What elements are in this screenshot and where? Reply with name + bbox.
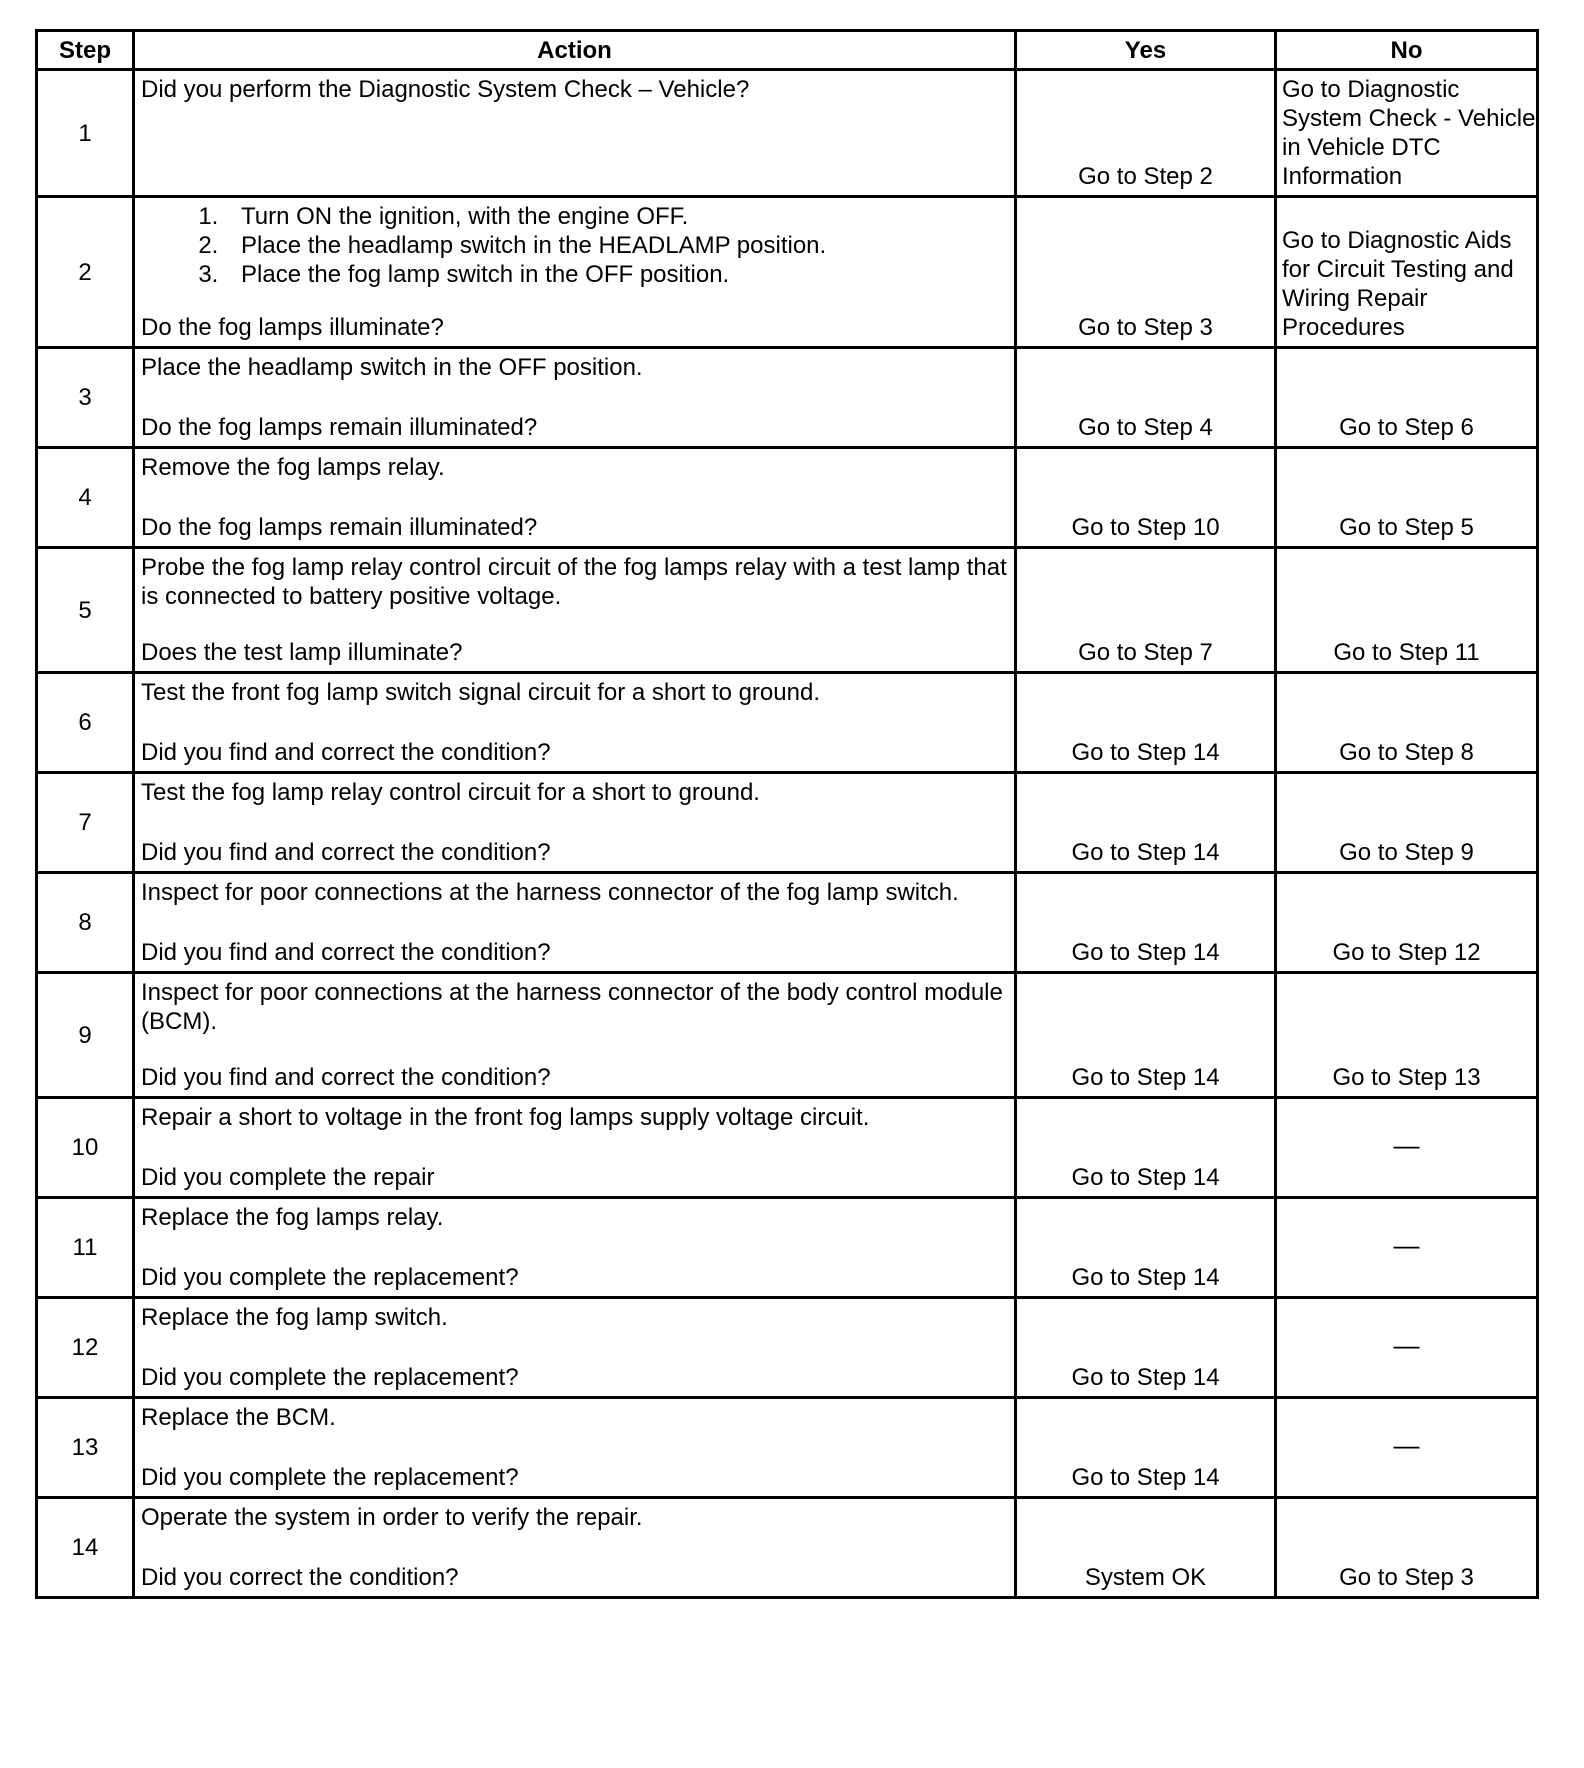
- action-cell: [134, 1398, 1016, 1498]
- table-header-row: [37, 31, 1538, 70]
- no-cell: Go to Diagnostic System Check - Vehicle in Vehicle DTC Information: [1276, 70, 1538, 197]
- header-step: Step: [37, 31, 134, 70]
- table-row: [37, 1098, 1538, 1198]
- yes-cell: System OK: [1016, 1498, 1276, 1598]
- action-cell: [134, 1498, 1016, 1598]
- table-row: [37, 1398, 1538, 1498]
- yes-cell: Go to Step 14: [1016, 973, 1276, 1098]
- no-cell: Go to Step 3: [1276, 1498, 1538, 1598]
- yes-cell: Go to Step 14: [1016, 673, 1276, 773]
- step-number: 5: [37, 548, 134, 673]
- step-number: 2: [37, 197, 134, 348]
- step-number: 7: [37, 773, 134, 873]
- step-number: 8: [37, 873, 134, 973]
- no-cell: Go to Step 12: [1276, 873, 1538, 973]
- action-cell: [134, 1298, 1016, 1398]
- table-row: [37, 548, 1538, 673]
- no-cell: Go to Step 13: [1276, 973, 1538, 1098]
- action-question: Did you find and correct the condition?: [141, 739, 551, 766]
- step-number: 9: [37, 973, 134, 1098]
- action-instruction: Repair a short to voltage in the front fog lamps supply voltage circuit.: [141, 1104, 870, 1131]
- substep-item: 1. Turn ON the ignition, with the engine OFF.: [225, 202, 1008, 231]
- yes-cell: Go to Step 10: [1016, 448, 1276, 548]
- action-instruction: Test the front fog lamp switch signal circuit for a short to ground.: [141, 679, 820, 706]
- yes-cell: Go to Step 4: [1016, 348, 1276, 448]
- action-cell: [134, 348, 1016, 448]
- action-question: Did you complete the replacement?: [141, 1264, 519, 1291]
- no-cell: —: [1276, 1398, 1538, 1498]
- action-cell: [134, 1198, 1016, 1298]
- action-instruction: Replace the BCM.: [141, 1404, 336, 1431]
- action-cell: [134, 773, 1016, 873]
- table-row: [37, 673, 1538, 773]
- table-row: [37, 1298, 1538, 1398]
- table-row: [37, 773, 1538, 873]
- table-row: [37, 1198, 1538, 1298]
- action-question: Do the fog lamps remain illuminated?: [141, 414, 538, 441]
- yes-cell: Go to Step 14: [1016, 1298, 1276, 1398]
- table-row: [37, 70, 1538, 197]
- yes-cell: Go to Step 14: [1016, 1398, 1276, 1498]
- action-question: Did you correct the condition?: [141, 1564, 459, 1591]
- table-row: [37, 348, 1538, 448]
- action-question: Did you find and correct the condition?: [141, 839, 551, 866]
- yes-cell: Go to Step 14: [1016, 1098, 1276, 1198]
- step-number: 6: [37, 673, 134, 773]
- action-instruction: Place the headlamp switch in the OFF position.: [141, 354, 643, 381]
- table-row: [37, 973, 1538, 1098]
- action-instruction: Test the fog lamp relay control circuit for a short to ground.: [141, 779, 760, 806]
- header-no: No: [1276, 31, 1538, 70]
- substep-list: [141, 198, 1008, 289]
- header-action: Action: [134, 31, 1016, 70]
- yes-cell: Go to Step 7: [1016, 548, 1276, 673]
- yes-cell: Go to Step 14: [1016, 773, 1276, 873]
- no-cell: Go to Step 6: [1276, 348, 1538, 448]
- table-row: [37, 448, 1538, 548]
- step-number: 11: [37, 1198, 134, 1298]
- no-cell: —: [1276, 1198, 1538, 1298]
- action-question: Do the fog lamps illuminate?: [141, 314, 444, 341]
- action-instruction: Inspect for poor connections at the harness connector of the body control module (BCM).: [141, 979, 1003, 1035]
- action-instruction: Inspect for poor connections at the harness connector of the fog lamp switch.: [141, 879, 959, 906]
- no-cell: Go to Step 9: [1276, 773, 1538, 873]
- step-number: 12: [37, 1298, 134, 1398]
- yes-cell: Go to Step 2: [1016, 70, 1276, 197]
- step-number: 14: [37, 1498, 134, 1598]
- step-number: 3: [37, 348, 134, 448]
- action-question: Did you complete the repair: [141, 1164, 435, 1191]
- header-yes: Yes: [1016, 31, 1276, 70]
- table-row: [37, 1498, 1538, 1598]
- action-instruction: Replace the fog lamp switch.: [141, 1304, 448, 1331]
- action-cell: [134, 548, 1016, 673]
- no-cell: Go to Step 5: [1276, 448, 1538, 548]
- no-cell: Go to Diagnostic Aids for Circuit Testing and Wiring Repair Procedures: [1276, 197, 1538, 348]
- action-cell: [134, 873, 1016, 973]
- step-number: 1: [37, 70, 134, 197]
- action-cell: [134, 448, 1016, 548]
- action-question: Do the fog lamps remain illuminated?: [141, 514, 538, 541]
- no-cell: Go to Step 11: [1276, 548, 1538, 673]
- yes-cell: Go to Step 3: [1016, 197, 1276, 348]
- diagnostic-table: [35, 29, 1539, 1599]
- action-question: Did you complete the replacement?: [141, 1364, 519, 1391]
- no-cell: Go to Step 8: [1276, 673, 1538, 773]
- step-number: 10: [37, 1098, 134, 1198]
- action-cell: [134, 197, 1016, 348]
- yes-cell: Go to Step 14: [1016, 1198, 1276, 1298]
- table-row: [37, 197, 1538, 348]
- action-cell: [134, 673, 1016, 773]
- action-cell: [134, 70, 1016, 197]
- substep-item: 2. Place the headlamp switch in the HEADLAMP position.: [225, 231, 1008, 260]
- action-question: Did you find and correct the condition?: [141, 1064, 551, 1091]
- step-number: 13: [37, 1398, 134, 1498]
- table-row: [37, 873, 1538, 973]
- step-number: 4: [37, 448, 134, 548]
- action-question: Does the test lamp illuminate?: [141, 639, 463, 666]
- action-question: Did you find and correct the condition?: [141, 939, 551, 966]
- action-cell: [134, 973, 1016, 1098]
- action-instruction: Remove the fog lamps relay.: [141, 454, 445, 481]
- action-cell: [134, 1098, 1016, 1198]
- no-cell: —: [1276, 1298, 1538, 1398]
- substep-item: 3. Place the fog lamp switch in the OFF position.: [225, 260, 1008, 289]
- action-question: Did you complete the replacement?: [141, 1464, 519, 1491]
- action-instruction: Did you perform the Diagnostic System Check – Vehicle?: [141, 76, 750, 103]
- action-instruction: Probe the fog lamp relay control circuit of the fog lamps relay with a test lamp that is connected to battery positive voltage.: [141, 554, 1007, 610]
- action-instruction: Operate the system in order to verify the repair.: [141, 1504, 643, 1531]
- no-cell: —: [1276, 1098, 1538, 1198]
- yes-cell: Go to Step 14: [1016, 873, 1276, 973]
- action-instruction: Replace the fog lamps relay.: [141, 1204, 444, 1231]
